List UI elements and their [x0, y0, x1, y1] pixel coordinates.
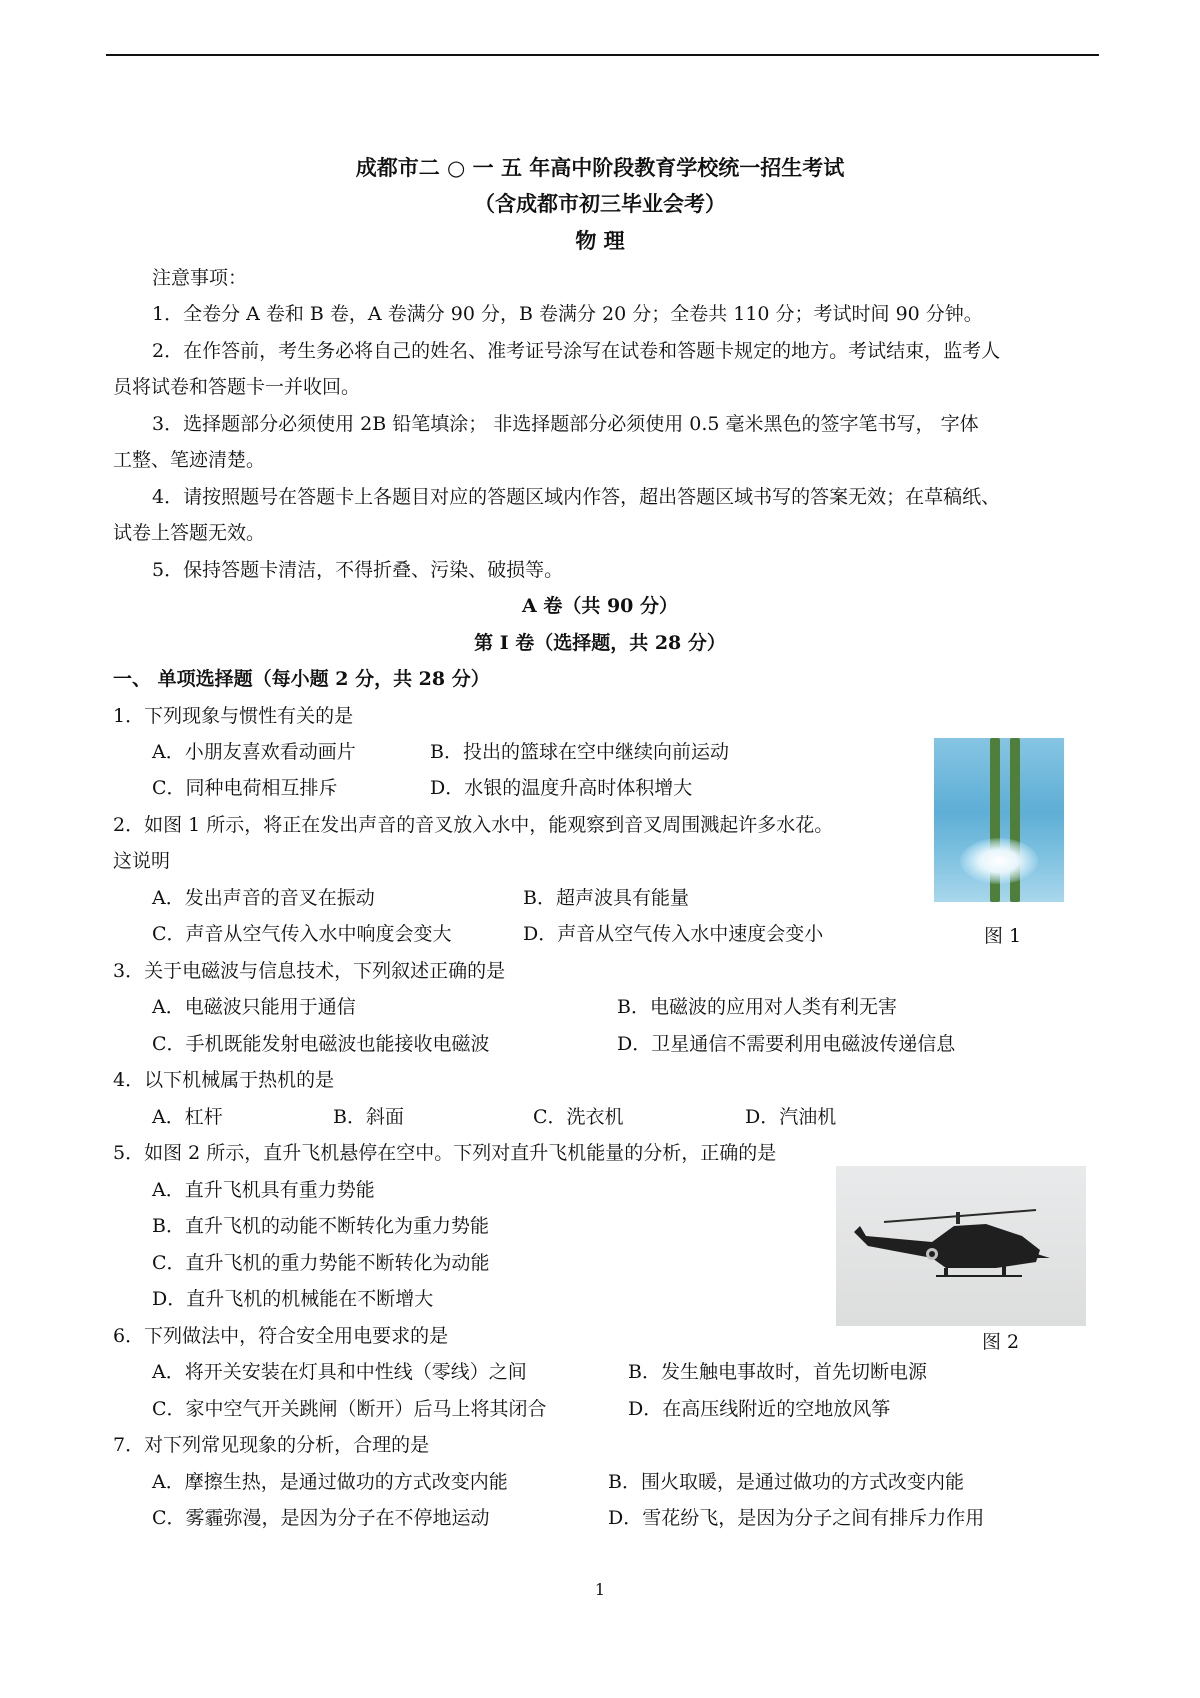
q3-option-c: C．手机既能发射电磁波也能接收电磁波: [152, 1033, 490, 1055]
group-1-heading: 一、 单项选择题（每小题 2 分，共 28 分）: [113, 668, 490, 690]
figure-1-tuning-fork-image: [934, 738, 1064, 902]
q4-option-a: A．杠杆: [152, 1106, 223, 1128]
notice-line-5: 5．保持答题卡清洁，不得折叠、污染、破损等。: [152, 559, 564, 581]
notice-line-1: 1．全卷分 A 卷和 B 卷，A 卷满分 90 分，B 卷满分 20 分；全卷共 110 分；考试时间 90 分钟。: [152, 303, 983, 325]
q2-option-c: C．声音从空气传入水中响度会变大: [152, 923, 452, 945]
q7-option-c: C．雾霾弥漫，是因为分子在不停地运动: [152, 1507, 490, 1529]
paper-a-heading: A 卷（共 90 分）: [521, 595, 679, 617]
q4-option-c: C．洗衣机: [533, 1106, 624, 1128]
water-splash: [960, 838, 1038, 884]
q7-option-b: B．围火取暖，是通过做功的方式改变内能: [608, 1471, 964, 1493]
figure-2-caption: 图 2: [982, 1331, 1020, 1353]
q6-stem: 6．下列做法中，符合安全用电要求的是: [113, 1325, 449, 1347]
q1-option-a: A．小朋友喜欢看动画片: [152, 741, 356, 763]
q5-option-c: C．直升飞机的重力势能不断转化为动能: [152, 1252, 490, 1274]
q4-option-d: D．汽油机: [745, 1106, 837, 1128]
q7-option-d: D．雪花纷飞，是因为分子之间有排斥力作用: [608, 1507, 985, 1529]
q2-option-a: A．发出声音的音叉在振动: [152, 887, 375, 909]
part-1-heading: 第 I 卷（选择题，共 28 分）: [474, 632, 726, 654]
q1-option-c: C．同种电荷相互排斥: [152, 777, 338, 799]
q1-option-b: B．投出的篮球在空中继续向前运动: [430, 741, 729, 763]
header-rule: [106, 54, 1099, 56]
helicopter-icon: [836, 1166, 1086, 1326]
q5-option-d: D．直升飞机的机械能在不断增大: [152, 1288, 434, 1310]
q6-option-d: D．在高压线附近的空地放风筝: [628, 1398, 891, 1420]
q6-option-a: A．将开关安装在灯具和中性线（零线）之间: [152, 1361, 527, 1383]
page-number: 1: [594, 1580, 606, 1599]
q2-stem: 2．如图 1 所示，将正在发出声音的音叉放入水中，能观察到音叉周围溅起许多水花。: [113, 814, 834, 836]
notice-line-2: 2．在作答前，考生务必将自己的姓名、准考证号涂写在试卷和答题卡规定的地方。考试结束，监考人: [152, 340, 1001, 362]
q3-option-b: B．电磁波的应用对人类有利无害: [617, 996, 897, 1018]
q3-stem: 3．关于电磁波与信息技术，下列叙述正确的是: [113, 960, 506, 982]
notice-line-4: 4．请按照题号在答题卡上各题目对应的答题区域内作答，超出答题区域书写的答案无效；在草稿纸、: [152, 486, 1001, 508]
q2-option-b: B．超声波具有能量: [523, 887, 689, 909]
notice-line-2b: 员将试卷和答题卡一并收回。: [113, 376, 361, 398]
q5-option-b: B．直升飞机的动能不断转化为重力势能: [152, 1215, 489, 1237]
q6-option-b: B．发生触电事故时，首先切断电源: [628, 1361, 927, 1383]
q7-stem: 7．对下列常见现象的分析，合理的是: [113, 1434, 430, 1456]
q4-option-b: B．斜面: [333, 1106, 404, 1128]
notice-line-3b: 工整、笔迹清楚。: [113, 449, 266, 471]
notice-line-3: 3．选择题部分必须使用 2B 铅笔填涂； 非选择题部分必须使用 0.5 毫米黑色的签字笔书写， 字体: [152, 413, 979, 435]
figure-2-helicopter-image: [836, 1166, 1086, 1326]
q7-option-a: A．摩擦生热，是通过做功的方式改变内能: [152, 1471, 508, 1493]
q6-option-c: C．家中空气开关跳闸（断开）后马上将其闭合: [152, 1398, 547, 1420]
subject-title: 物 理: [575, 228, 625, 253]
notice-heading: 注意事项：: [152, 267, 248, 289]
exam-subtitle: （含成都市初三毕业会考）: [474, 191, 726, 216]
q1-stem: 1．下列现象与惯性有关的是: [113, 705, 354, 727]
q3-option-d: D．卫星通信不需要利用电磁波传递信息: [617, 1033, 956, 1055]
q2-option-d: D．声音从空气传入水中速度会变小: [523, 923, 824, 945]
exam-title: 成都市二 ○ 一 五 年高中阶段教育学校统一招生考试: [355, 155, 845, 180]
q5-stem: 5．如图 2 所示，直升飞机悬停在空中。下列对直升飞机能量的分析，正确的是: [113, 1142, 777, 1164]
q4-stem: 4．以下机械属于热机的是: [113, 1069, 335, 1091]
figure-1-caption: 图 1: [984, 925, 1022, 947]
q2-stem-cont: 这说明: [113, 850, 171, 872]
q5-option-a: A．直升飞机具有重力势能: [152, 1179, 375, 1201]
notice-line-4b: 试卷上答题无效。: [113, 522, 266, 544]
q3-option-a: A．电磁波只能用于通信: [152, 996, 356, 1018]
q1-option-d: D．水银的温度升高时体积增大: [430, 777, 693, 799]
